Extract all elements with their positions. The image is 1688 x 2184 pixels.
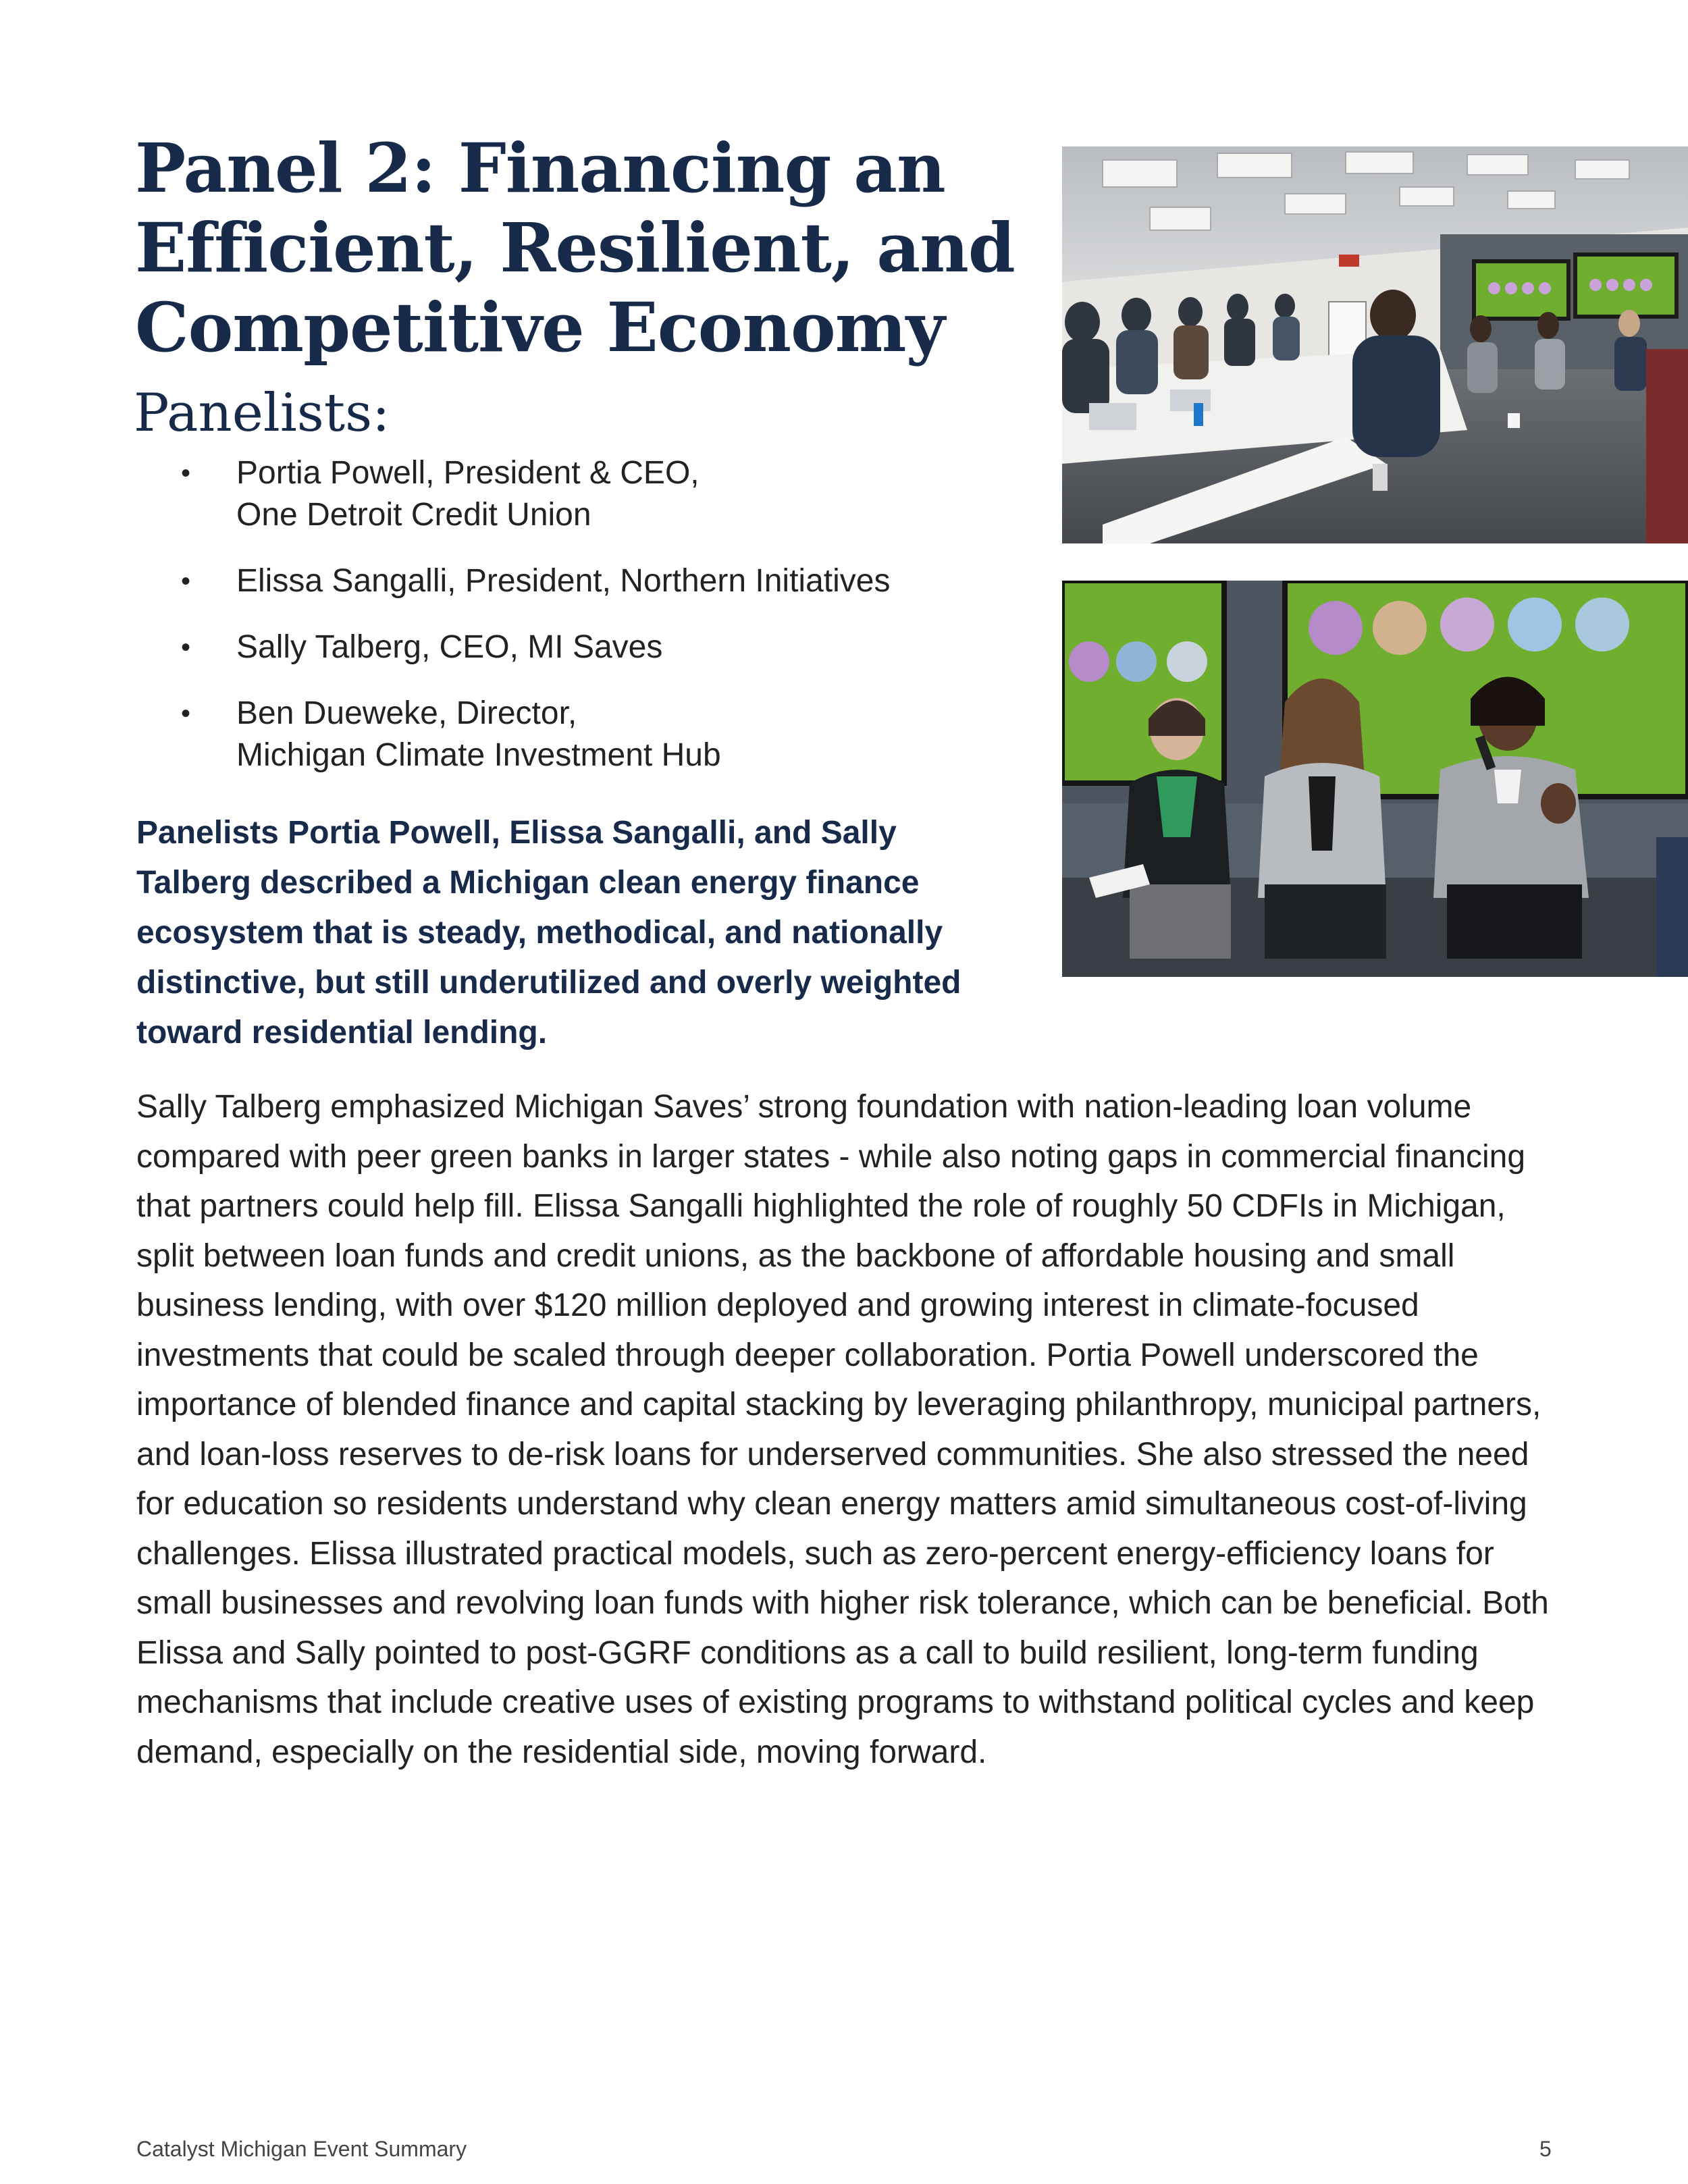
- panelist-name: Ben Dueweke, Director,: [236, 695, 577, 731]
- panelists-photo: [1062, 581, 1688, 977]
- list-item: [135, 452, 1013, 536]
- summary-paragraph: Panelists Portia Powell, Elissa Sangalli, and Sally Talberg described a Michigan clean energy finance ecosystem that is steady, methodical, and nationally distinctive, but still underutilized and overly weighted toward residential lending.: [136, 815, 961, 1050]
- event-room-photo: [1062, 147, 1688, 543]
- list-item: [135, 693, 1013, 776]
- panelist-list: [135, 452, 1013, 801]
- page-number: 5: [1539, 2137, 1552, 2161]
- panelists-heading: Panelists:: [134, 383, 390, 444]
- bullet-icon: •: [181, 699, 191, 728]
- bullet-icon: •: [181, 458, 191, 488]
- panelist-organization: Michigan Climate Investment Hub: [236, 737, 721, 773]
- panelist-name: Portia Powell, President & CEO,: [236, 455, 700, 491]
- bullet-icon: •: [181, 633, 191, 662]
- bullet-icon: •: [181, 566, 191, 596]
- list-item: [135, 627, 1013, 668]
- body-paragraph: Sally Talberg emphasized Michigan Saves’ strong foundation with nation-leading loan volume compared with peer green banks in larger states - while also noting gaps in commercial financing that partners could help fill. Elissa Sangalli highlighted the role of roughly 50 CDFIs in Michigan, split between loan funds and credit unions, as the backbone of affordable housing and small business lending, with over $120 million deployed and growing interest in climate-focused investments that could be scaled through deeper collaboration. Portia Powell underscored the importance of blended finance and capital stacking by leveraging philanthropy, municipal partners, and loan-loss reserves to de-risk loans for underserved communities. She also stressed the need for education so residents understand why clean energy matters amid simultaneous cost-of-living challenges. Elissa illustrated practical models, such as zero-percent energy-efficiency loans for small businesses and revolving loan funds with higher risk tolerance, which can be beneficial. Both Elissa and Sally pointed to post-GGRF conditions as a call to build resilient, long-term funding mechanisms that include creative uses of existing programs to withstand political cycles and keep demand, especially on the residential side, moving forward.: [136, 1089, 1549, 1770]
- panelist-name: Sally Talberg, CEO, MI Saves: [236, 629, 663, 665]
- page-title: Panel 2: Financing an Efficient, Resilient, and Competitive Economy: [135, 128, 1015, 367]
- panelist-organization: One Detroit Credit Union: [236, 497, 591, 533]
- list-item: [135, 560, 1013, 602]
- footer-document-title: Catalyst Michigan Event Summary: [136, 2137, 467, 2161]
- panelist-name: Elissa Sangalli, President, Northern Initiatives: [236, 563, 891, 599]
